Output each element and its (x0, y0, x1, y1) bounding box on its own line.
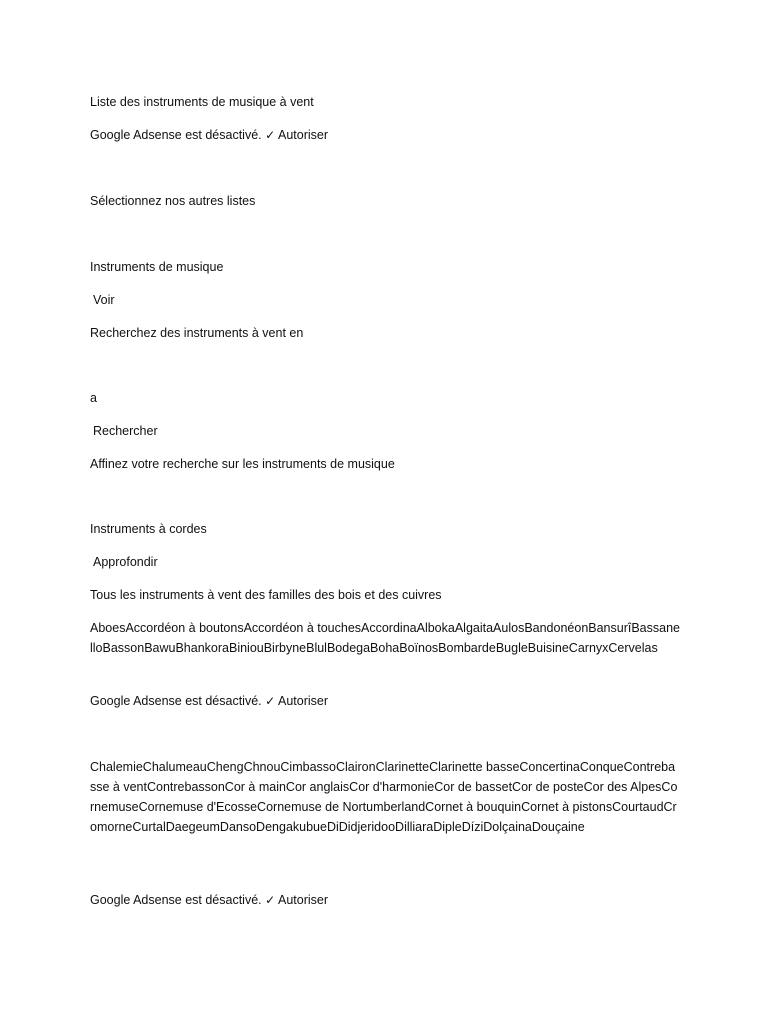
instrument-list-a-c: AboesAccordéon à boutonsAccordéon à touchesAccordinaAlbokaAlgaitaAulosBandonéonBansurîBassanelloBassonBawuBhankoraBiniouBirbyneBlulBodegaBohaBoïnosBombardeBugleBuisineCarnyxCervelas (90, 621, 680, 655)
search-letter-select[interactable]: a (90, 391, 97, 405)
families-heading: Tous les instruments à vent des familles des bois et des cuivres (90, 588, 442, 602)
autoriser-link[interactable]: Autoriser (277, 694, 329, 708)
instruments-dropdown[interactable]: Instruments de musique (90, 260, 224, 274)
adsense-notice (90, 127, 328, 143)
autoriser-link[interactable]: Autoriser (277, 128, 329, 142)
instrument-list-c-d: ChalemieChalumeauChengChnouCimbassoClaironClarinetteClarinette basseConcertinaConqueContrebasse à ventContrebassonCor à mainCor anglaisCor d'harmonieCor de bassetCor de posteCor des AlpesCornemuseCornemuse d'EcosseCornemuse de NortumberlandCornet à bouquinCornet à pistonsCourtaudCromorneCurtalDaegeumDansoDengakubueDiDidjeridooDilliaraDipleDíziDolçainaDouçaine (90, 760, 678, 834)
adsense-notice (90, 892, 328, 908)
page-title: Liste des instruments de musique à vent (90, 95, 314, 109)
adsense-notice-text: Google Adsense est désactivé. (90, 128, 262, 142)
check-icon: ✓ (265, 694, 276, 708)
adsense-notice-text: Google Adsense est désactivé. (90, 694, 262, 708)
approfondir-button[interactable]: Approfondir (93, 555, 158, 569)
strings-dropdown[interactable]: Instruments à cordes (90, 522, 207, 536)
refine-prompt: Affinez votre recherche sur les instruments de musique (90, 457, 395, 471)
voir-button[interactable]: Voir (93, 293, 115, 307)
adsense-notice (90, 693, 328, 709)
rechercher-button[interactable]: Rechercher (93, 424, 158, 438)
adsense-notice-text: Google Adsense est désactivé. (90, 893, 262, 907)
search-prompt: Recherchez des instruments à vent en (90, 326, 304, 340)
select-lists-label: Sélectionnez nos autres listes (90, 194, 256, 208)
check-icon: ✓ (265, 893, 276, 907)
autoriser-link[interactable]: Autoriser (277, 893, 329, 907)
check-icon: ✓ (265, 128, 276, 142)
